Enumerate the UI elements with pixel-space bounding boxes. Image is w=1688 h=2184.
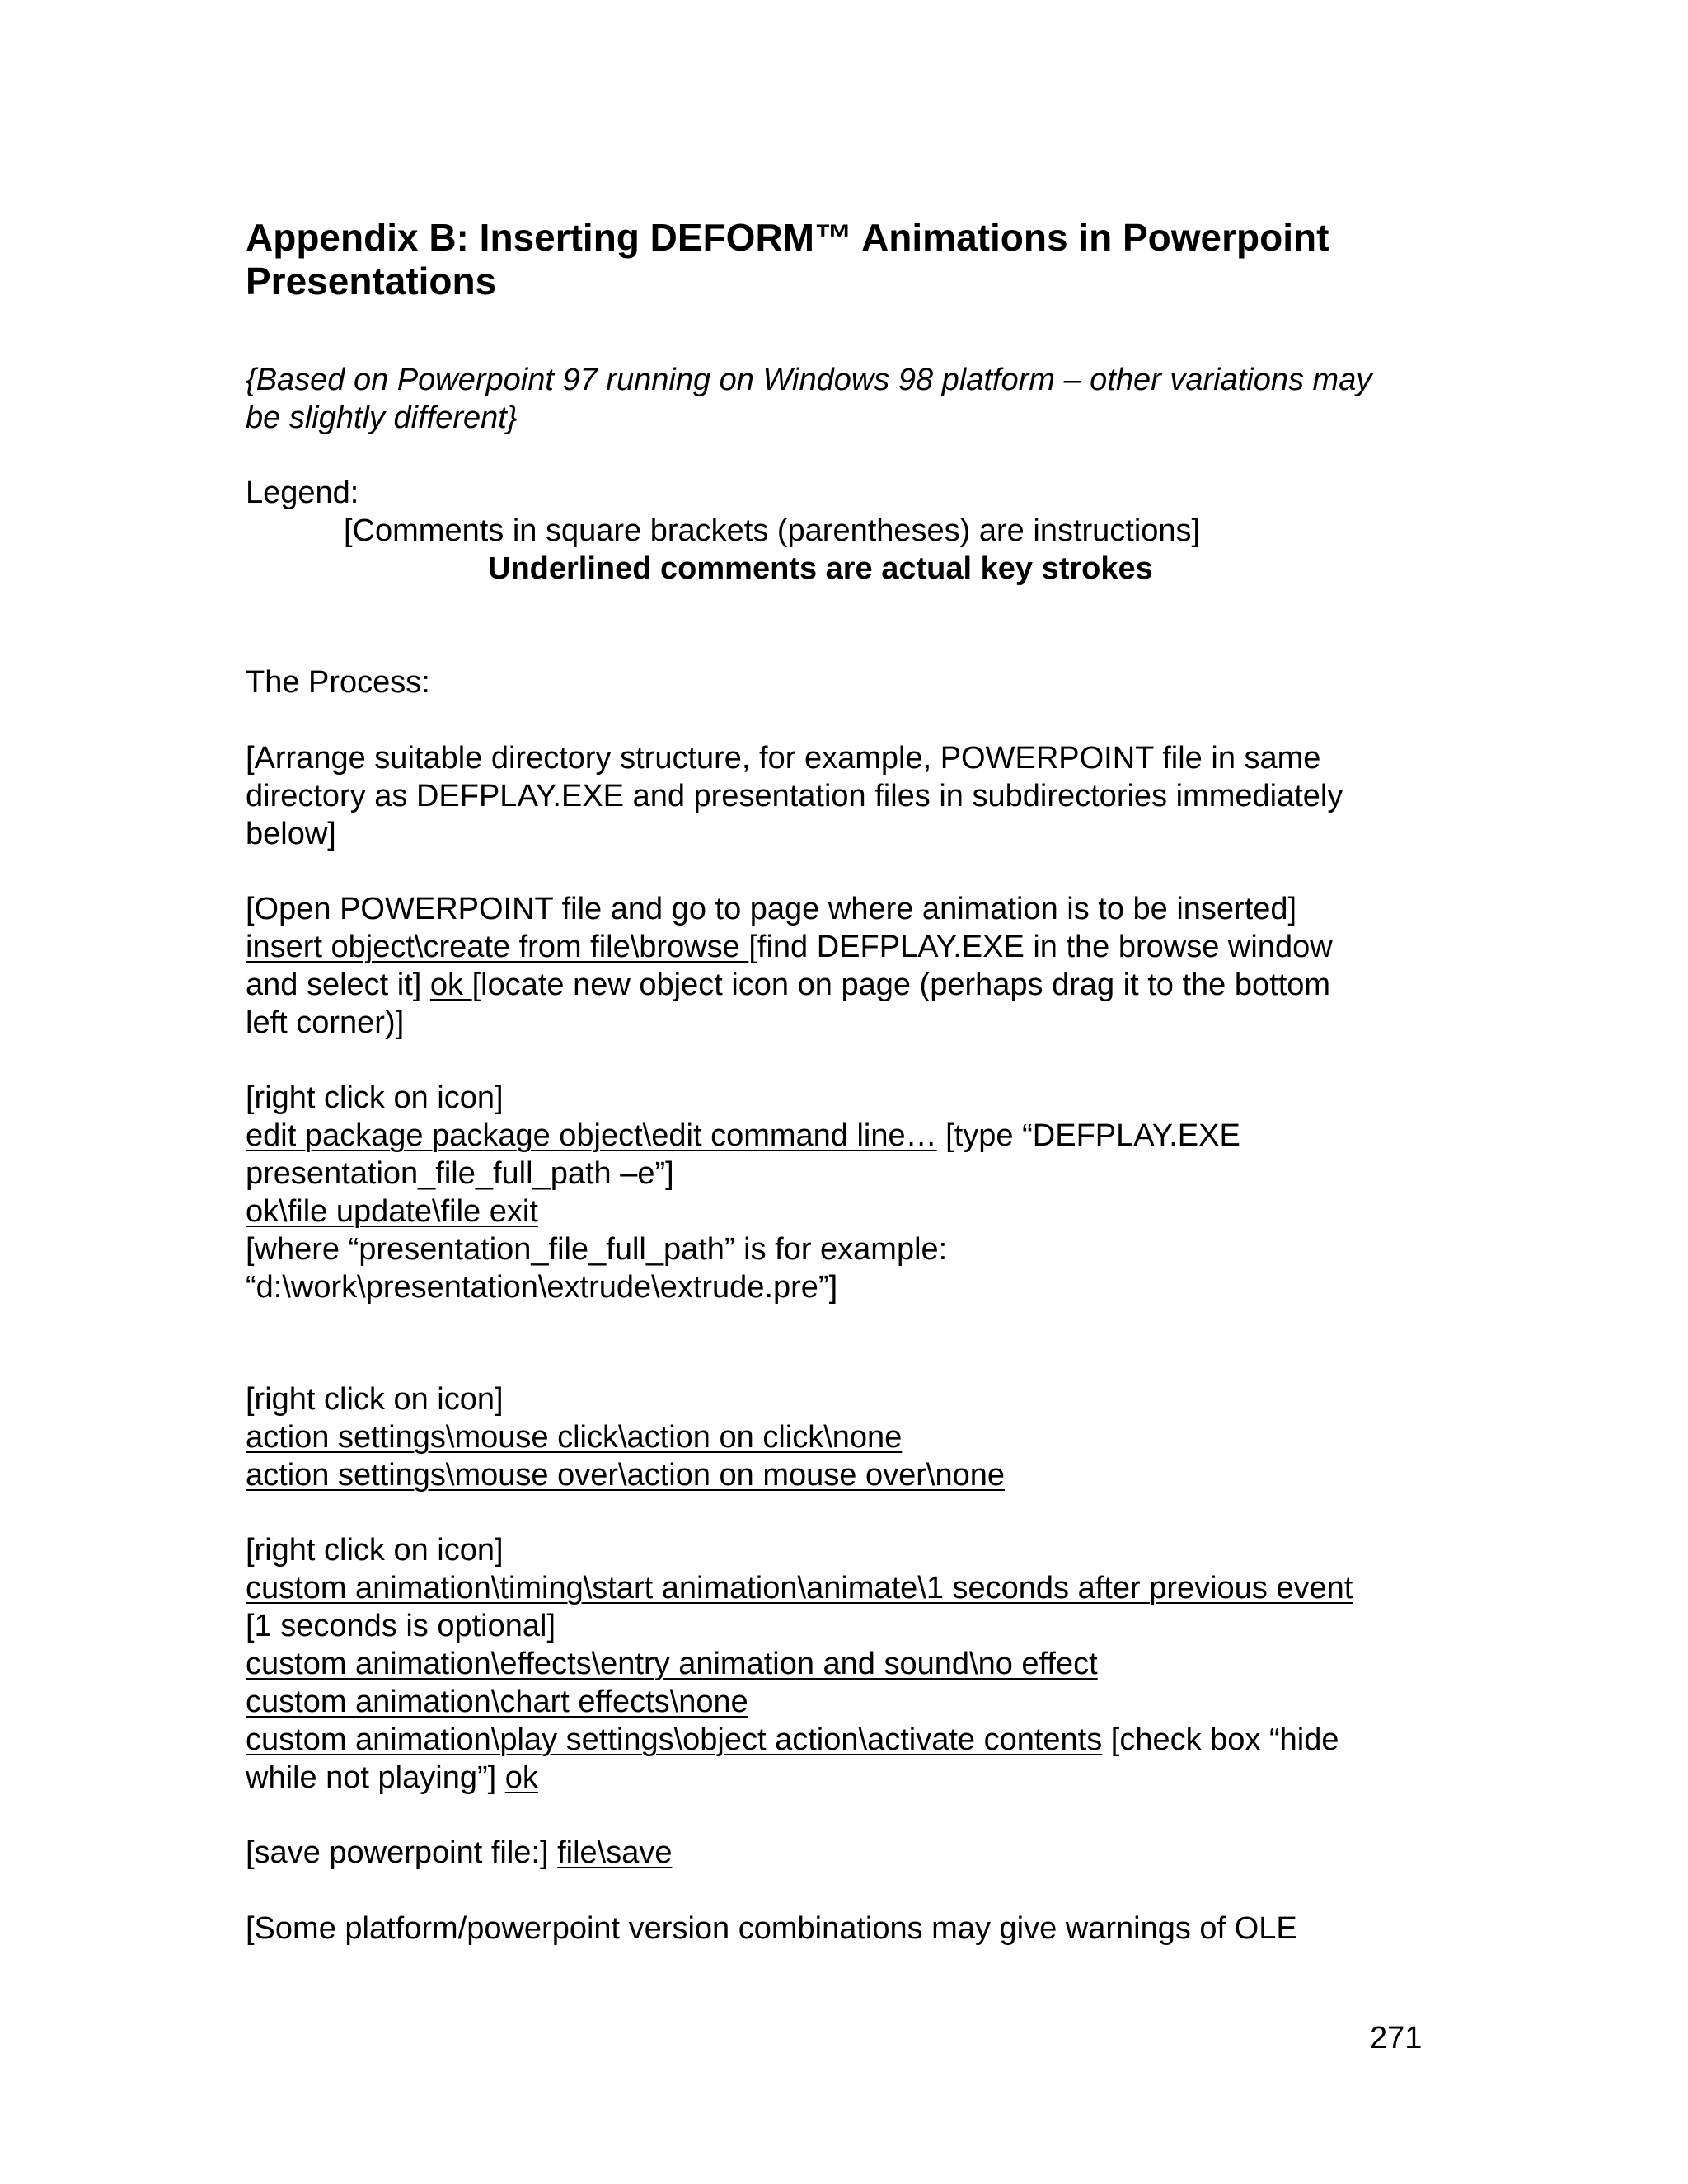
step-edit-line-6: “d:\work\presentation\extrude\extrude.pre”] bbox=[246, 1270, 838, 1305]
platform-note-line-2: be slightly different} bbox=[246, 401, 518, 435]
step-open-line-2 bbox=[246, 928, 1333, 966]
step-animation-line-1: [right click on icon] bbox=[246, 1533, 504, 1568]
step-animation-line-7 bbox=[246, 1759, 538, 1797]
step-arrange-line-3: below] bbox=[246, 817, 336, 851]
step-open-line-1: [Open POWERPOINT file and go to page where animation is to be inserted] bbox=[246, 892, 1297, 926]
keystroke-file-save: file\save bbox=[557, 1835, 673, 1870]
step-open-line-3 bbox=[246, 966, 1330, 1004]
keystroke-animation-chart-effects: custom animation\chart effects\none bbox=[246, 1685, 748, 1719]
keystroke-animation-play-settings: custom animation\play settings\object action\activate contents bbox=[246, 1722, 1103, 1757]
process-heading: The Process: bbox=[246, 665, 430, 700]
instruction-save: [save powerpoint file:] bbox=[246, 1835, 558, 1870]
keystroke-edit-command-line: edit package package object\edit command line… bbox=[246, 1118, 937, 1153]
platform-note-line-1: {Based on Powerpoint 97 running on Windows 98 platform – other variations may bbox=[246, 363, 1372, 397]
step-edit-line-5: [where “presentation_file_full_path” is for example: bbox=[246, 1232, 948, 1267]
legend-item-keystrokes: Underlined comments are actual key strokes bbox=[488, 551, 1153, 586]
step-action-line-1: [right click on icon] bbox=[246, 1382, 504, 1417]
instruction-while-not-playing: while not playing”] bbox=[246, 1760, 505, 1795]
step-edit-line-1: [right click on icon] bbox=[246, 1080, 504, 1115]
step-edit-line-2 bbox=[246, 1117, 1240, 1155]
keystroke-ok-final: ok bbox=[504, 1760, 538, 1795]
step-animation-line-3: [1 seconds is optional] bbox=[246, 1609, 556, 1643]
instruction-find-defplay: [find DEFPLAY.EXE in the browse window bbox=[748, 930, 1333, 964]
keystroke-animation-effects: custom animation\effects\entry animation and sound\no effect bbox=[246, 1647, 1098, 1681]
instruction-select-it: and select it] bbox=[246, 968, 430, 1002]
instruction-type-defplay: [type “DEFPLAY.EXE bbox=[936, 1118, 1240, 1153]
step-save-line bbox=[246, 1834, 673, 1872]
legend-heading: Legend: bbox=[246, 476, 359, 510]
step-animation-line-6 bbox=[246, 1721, 1339, 1759]
keystroke-action-mouse-over: action settings\mouse over\action on mouse over\none bbox=[246, 1458, 1005, 1493]
keystroke-animation-timing: custom animation\timing\start animation\animate\1 seconds after previous event bbox=[246, 1571, 1353, 1605]
step-warning-line: [Some platform/powerpoint version combinations may give warnings of OLE bbox=[246, 1911, 1297, 1946]
legend-item-instructions: [Comments in square brackets (parentheses) are instructions] bbox=[344, 513, 1201, 548]
keystroke-action-mouse-click: action settings\mouse click\action on click\none bbox=[246, 1420, 903, 1455]
step-arrange-line-2: directory as DEFPLAY.EXE and presentation files in subdirectories immediately bbox=[246, 779, 1343, 813]
page-number: 271 bbox=[1370, 2021, 1423, 2055]
keystroke-ok: ok bbox=[429, 968, 472, 1002]
keystroke-file-update-exit: ok\file update\file exit bbox=[246, 1194, 538, 1229]
page-title-line-1: Appendix B: Inserting DEFORM™ Animations in Powerpoint bbox=[246, 216, 1329, 259]
instruction-check-box: [check box “hide bbox=[1102, 1722, 1339, 1757]
keystroke-insert-object: insert object\create from file\browse bbox=[246, 930, 749, 964]
page-title-line-2: Presentations bbox=[246, 260, 497, 302]
step-open-line-4: left corner)] bbox=[246, 1005, 405, 1040]
step-arrange-line-1: [Arrange suitable directory structure, for example, POWERPOINT file in same bbox=[246, 741, 1321, 776]
step-edit-line-3: presentation_file_full_path –e”] bbox=[246, 1156, 674, 1191]
instruction-locate-icon: [locate new object icon on page (perhaps drag it to the bottom bbox=[471, 968, 1331, 1002]
